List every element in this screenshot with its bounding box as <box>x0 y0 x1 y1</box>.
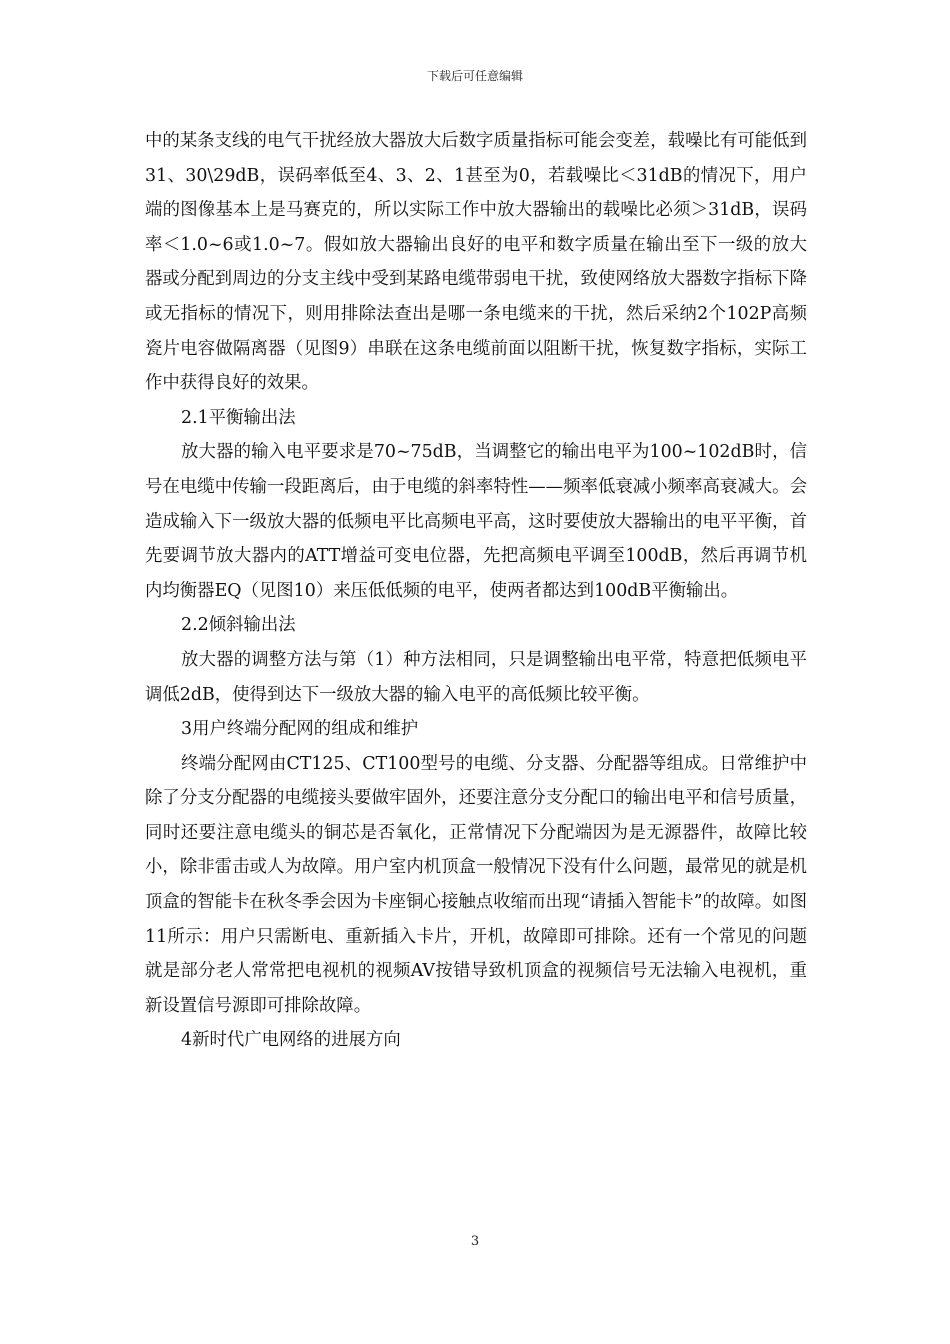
document-body <box>145 124 807 1058</box>
section-heading-4: 4新时代广电网络的进展方向 <box>181 1030 401 1051</box>
page-header: 下载后可任意编辑 <box>426 69 523 83</box>
paragraph-continuation: 中的某条支线的电气干扰经放大器放大后数字质量指标可能会变差，载噪比有可能低到31、30\29dB，误码率低至4、3、2、1甚至为0，若载噪比＜31dB的情况下，用户端的图像基本上是马赛克的，所以实际工作中放大器输出的载噪比必须＞31dB，误码率＜1.0~6或1.0~7。假如放大器输出良好的电平和数字质量在输出至下一级的放大器或分配到周边的分支主线中受到某路电缆带弱电干扰，致使网络放大器数字指标下降或无指标的情况下，则用排除法查出是哪一条电缆来的干扰，然后采纳2个102P高频瓷片电容做隔离器（见图9）串联在这条电缆前面以阻断干扰，恢复数字指标，实际工作中获得良好的效果。 <box>145 131 807 394</box>
page-number: 3 <box>470 1234 480 1249</box>
section-heading-3: 3用户终端分配网的组成和维护 <box>181 719 419 740</box>
section-heading-2-2: 2.2倾斜输出法 <box>181 615 296 636</box>
paragraph-terminal-network: 终端分配网由CT125、CT100型号的电缆、分支器、分配器等组成。日常维护中除了分支分配器的电缆接头要做牢固外，还要注意分支分配口的输出电平和信号质量，同时还要注意电缆头的铜芯是否氧化，正常情况下分配端因为是无源器件，故障比较小，除非雷击或人为故障。用户室内机顶盒一般情况下没有什么问题，最常见的就是机顶盒的智能卡在秋冬季会因为卡座铜心接触点收缩而出现“请插入智能卡”的故障。如图11所示：用户只需断电、重新插入卡片，开机，故障即可排除。还有一个常见的问题就是部分老人常常把电视机的视频AV按错导致机顶盒的视频信号无法输入电视机，重新设置信号源即可排除故障。 <box>145 753 807 1016</box>
paragraph-balanced-output: 放大器的输入电平要求是70~75dB，当调整它的输出电平为100~102dB时，信号在电缆中传输一段距离后，由于电缆的斜率特性——频率低衰减小频率高衰减大。会造成输入下一级放大器的低频电平比高频电平高，这时要使放大器输出的电平平衡，首先要调节放大器内的ATT增益可变电位器，先把高频电平调至100dB，然后再调节机内均衡器EQ（见图10）来压低低频的电平，使两者都达到100dB平衡输出。 <box>145 442 807 601</box>
section-heading-2-1: 2.1平衡输出法 <box>181 407 296 428</box>
paragraph-tilted-output: 放大器的调整方法与第（1）种方法相同，只是调整输出电平常，特意把低频电平调低2dB，使得到达下一级放大器的输入电平的高低频比较平衡。 <box>145 649 807 705</box>
